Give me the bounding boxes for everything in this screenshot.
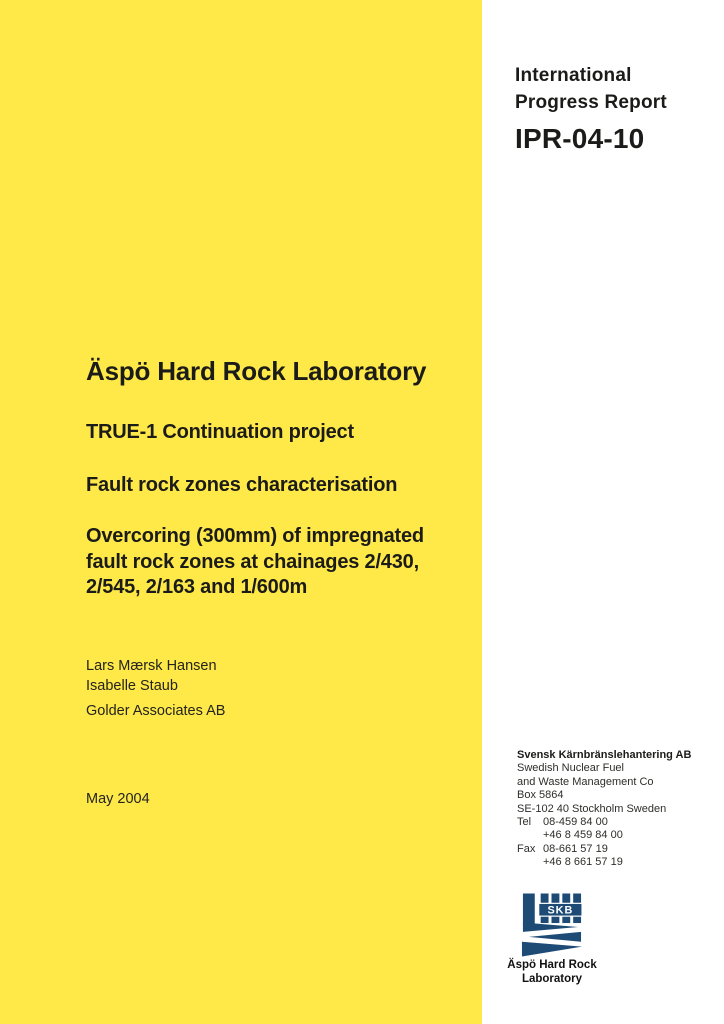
publisher-block (517, 749, 712, 870)
skb-logo (519, 893, 584, 958)
logo-caption-line-1: Äspö Hard Rock (507, 959, 597, 971)
fax-value: 08-661 57 19 (543, 842, 608, 855)
logo-zigzag-2 (529, 932, 581, 942)
phone-value-intl: +46 8 459 84 00 (543, 829, 623, 842)
skb-logo-icon (519, 893, 584, 958)
page-title: Äspö Hard Rock Laboratory (86, 356, 427, 386)
report-header (515, 62, 715, 154)
topic-subtitle: Fault rock zones characterisation (86, 474, 398, 496)
report-subtitle (86, 524, 456, 601)
logo-zigzag-1 (523, 923, 578, 932)
logo-zigzag-3 (522, 942, 582, 957)
publisher-name: Svensk Kärnbränslehantering AB (517, 749, 692, 761)
publication-date: May 2004 (86, 791, 150, 807)
author-block (86, 657, 217, 696)
publisher-address-line-2: and Waste Management Co (517, 775, 654, 788)
report-subtitle-line-2: fault rock zones at chainages 2/430, (86, 550, 419, 573)
author-name-2: Isabelle Staub (86, 677, 178, 694)
report-type-line-2: Progress Report (515, 92, 667, 113)
fax-row-1 (517, 843, 712, 856)
logo-caption (507, 959, 597, 986)
project-subtitle: TRUE-1 Continuation project (86, 421, 354, 443)
logo-skb-text: SKB (547, 904, 574, 917)
publisher-address-line-4: SE-102 40 Stockholm Sweden (517, 802, 667, 815)
fax-value-intl: +46 8 661 57 19 (543, 856, 623, 869)
phone-row-1 (517, 816, 712, 829)
phone-row-2 (517, 829, 712, 842)
fax-label: Fax (517, 842, 536, 855)
report-number: IPR-04-10 (515, 123, 645, 154)
report-subtitle-line-3: 2/545, 2/163 and 1/600m (86, 576, 308, 598)
author-affiliation: Golder Associates AB (86, 703, 226, 719)
phone-value: 08-459 84 00 (543, 816, 608, 829)
report-type-line-1: International (515, 65, 632, 86)
publisher-address-line-1: Swedish Nuclear Fuel (517, 762, 624, 775)
fax-row-2 (517, 856, 712, 869)
report-subtitle-line-1: Overcoring (300mm) of impregnated (86, 525, 424, 547)
logo-left-bar (523, 893, 535, 925)
author-name-1: Lars Mærsk Hansen (86, 658, 217, 674)
phone-label: Tel (517, 816, 532, 829)
logo-caption-line-2: Laboratory (521, 972, 583, 985)
publisher-address-line-3: Box 5864 (517, 789, 564, 802)
